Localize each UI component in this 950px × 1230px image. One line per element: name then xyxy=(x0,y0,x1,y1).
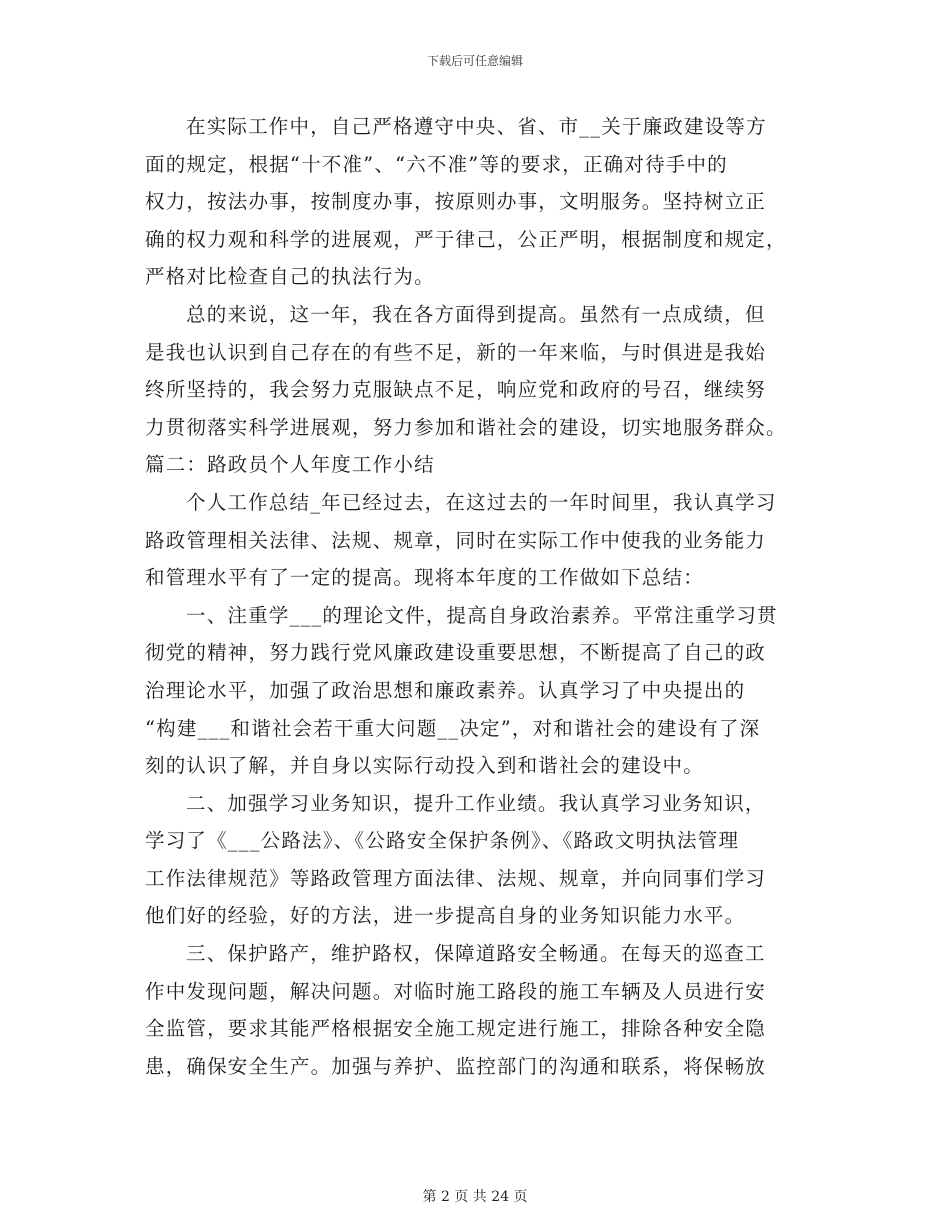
text-line: 严格对比检查自己的执法行为。 xyxy=(145,265,435,289)
text-line: 在实际工作中，自己严格遵守中央、省、市__关于廉政建设等方 xyxy=(186,115,767,138)
text-line: 和管理水平有了一定的提高。现将本年度的工作做如下总结： xyxy=(145,566,704,590)
text-line: 他们好的经验，好的方法，进一步提高自身的业务知识能力水平。 xyxy=(145,904,746,928)
text-line: 是我也认识到自己存在的有些不足，新的一年来临，与时俱进是我始 xyxy=(145,340,767,364)
text-line: 总的来说，这一年，我在各方面得到提高。虽然有一点成绩，但 xyxy=(186,302,766,326)
text-line: 患，确保安全生产。加强与养护、监控部门的沟通和联系，将保畅放 xyxy=(145,1054,767,1078)
text-line: 治理论水平，加强了政治思想和廉政素养。认真学习了中央提出的 xyxy=(145,678,746,702)
text-line: 作中发现问题，解决问题。对临时施工路段的施工车辆及人员进行安 xyxy=(145,979,767,1003)
section-heading: 篇二：路政员个人年度工作小结 xyxy=(145,453,435,477)
text-line: 工作法律规范》等路政管理方面法律、法规、规章，并向同事们学习 xyxy=(145,866,767,890)
text-line: “构建___和谐社会若干重大问题__决定”，对和谐社会的建设有了深 xyxy=(145,716,761,740)
text-line: 个人工作总结_年已经过去，在这过去的一年时间里，我认真学习 xyxy=(186,490,777,514)
text-line: 刻的认识了解，并自身以实际行动投入到和谐社会的建设中。 xyxy=(145,754,704,778)
text-line: 三、保护路产，维护路权，保障道路安全畅通。在每天的巡查工 xyxy=(186,942,766,966)
text-line: 终所坚持的，我会努力克服缺点不足，响应党和政府的号召，继续努 xyxy=(145,378,767,402)
text-line: 一、注重学___的理论文件，提高自身政治素养。平常注重学习贯 xyxy=(186,603,778,627)
text-line: 彻党的精神，努力践行党风廉政建设重要思想，不断提高了自己的政 xyxy=(145,641,767,665)
text-line: 二、加强学习业务知识，提升工作业绩。我认真学习业务知识， xyxy=(186,791,766,815)
text-line: 确的权力观和科学的进展观，严于律己，公正严明，根据制度和规定， xyxy=(145,227,787,251)
text-line: 路政管理相关法律、法规、规章，同时在实际工作中使我的业务能力 xyxy=(145,528,767,552)
document-body xyxy=(145,108,809,1085)
text-line: 全监管，要求其能严格根据安全施工规定进行施工，排除各种安全隐 xyxy=(145,1017,767,1041)
text-line: 学习了《___公路法》、《公路安全保护条例》、《路政文明执法管理 xyxy=(145,829,740,853)
page-footer: 第 2 页 共 24 页 xyxy=(422,1189,528,1205)
text-line: 权力，按法办事，按制度办事，按原则办事，文明服务。坚持树立正 xyxy=(145,190,767,214)
text-line: 面的规定，根据“十不准”、“六不准”等的要求，正确对待手中的 xyxy=(145,152,728,176)
text-line: 力贯彻落实科学进展观，努力参加和谐社会的建设，切实地服务群众。 xyxy=(145,415,787,439)
page-header-note: 下载后可任意编辑 xyxy=(426,54,523,68)
